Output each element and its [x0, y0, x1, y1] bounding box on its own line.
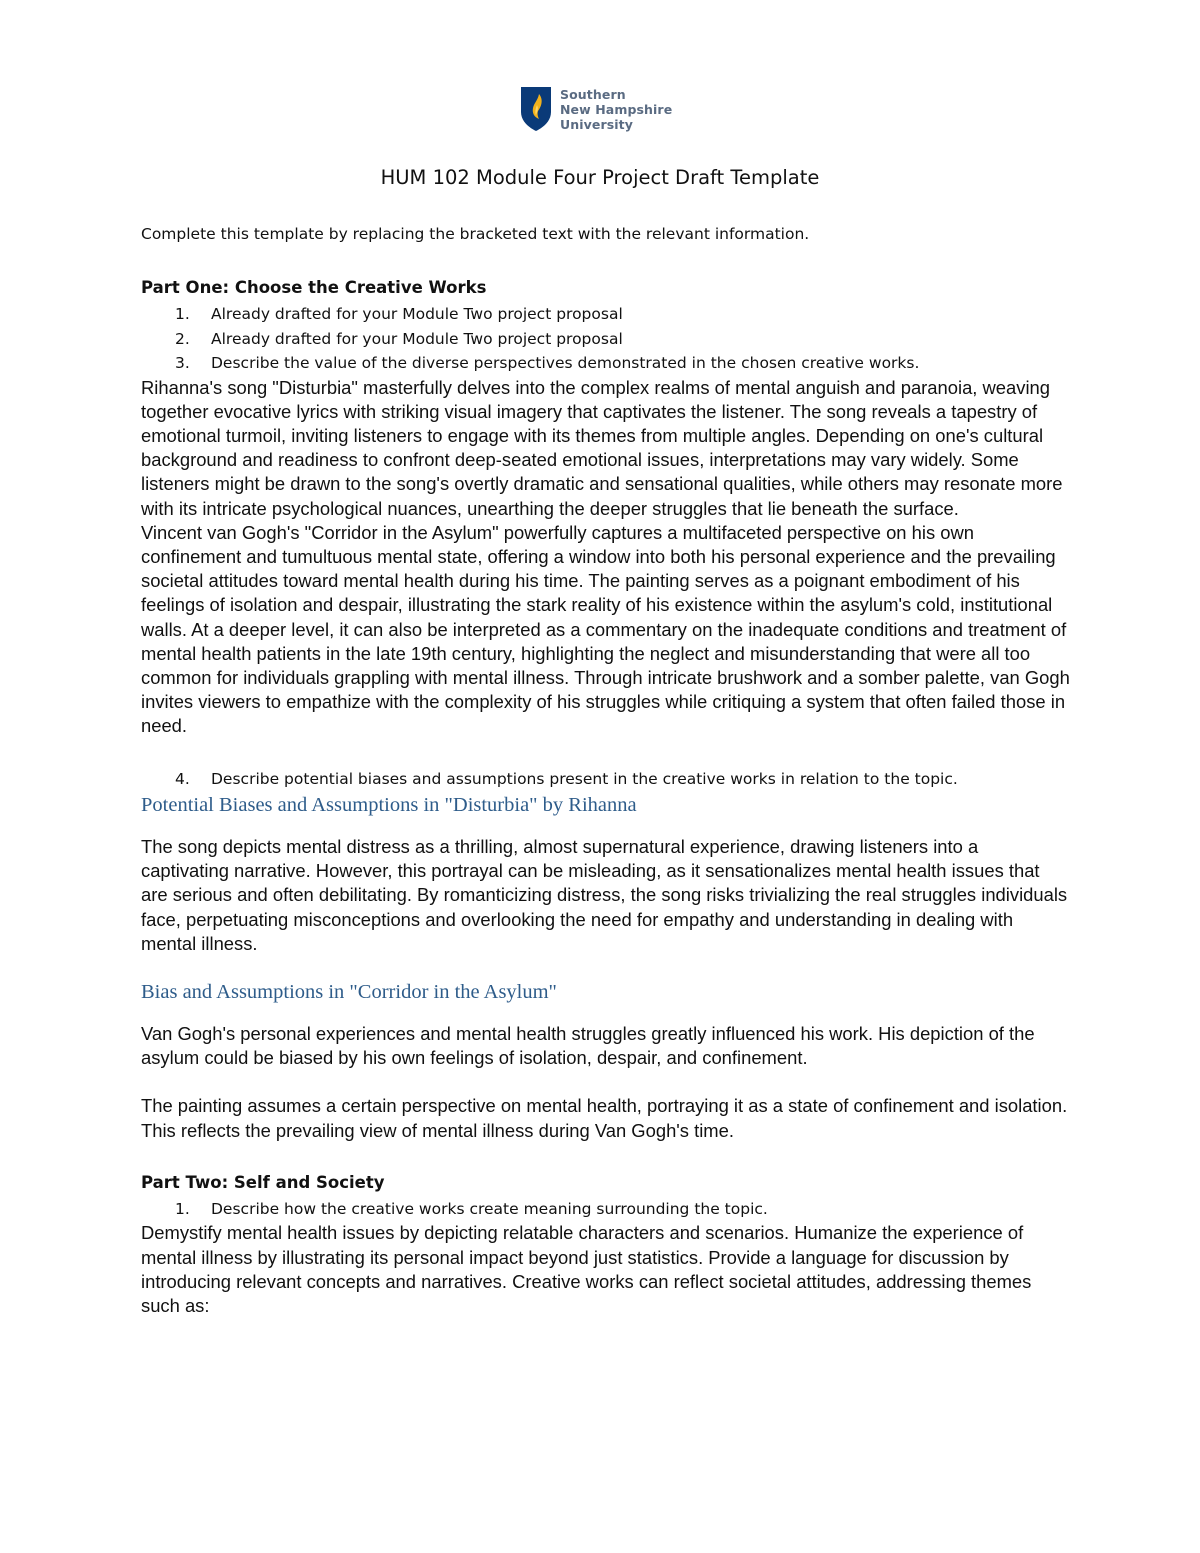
- list-item: [141, 1197, 1071, 1222]
- logo-line-3: University: [560, 116, 633, 132]
- list-item-number: 1.: [175, 305, 190, 323]
- subheading-disturbia-biases: Potential Biases and Assumptions in "Disturbia" by Rihanna: [141, 794, 637, 817]
- list-item: [141, 351, 1071, 376]
- list-item-number: 4.: [175, 769, 190, 788]
- part-two-heading: Part Two: Self and Society: [141, 1172, 385, 1192]
- subheading-corridor-biases: Bias and Assumptions in "Corridor in the Asylum": [141, 981, 557, 1004]
- list-item-text: Describe how the creative works create meaning surrounding the topic.: [211, 1199, 768, 1218]
- document-title: HUM 102 Module Four Project Draft Template: [380, 166, 820, 189]
- list-item-number: 2.: [175, 329, 190, 348]
- answer-paragraph-corridor: Vincent van Gogh's "Corridor in the Asylum" powerfully captures a multifaceted perspective on his own confinement and tumultuous mental state, offering a window into both his personal experience and the prevailing societal attitudes toward mental health during his time. The painting serves as a poignant embodiment of his feelings of isolation and despair, illustrating the stark reality of his existence within the asylum's cold, institutional walls. At a deeper level, it can also be interpreted as a commentary on the inadequate conditions and treatment of mental health patients in the late 19th century, highlighting the neglect and misunderstanding that were all too common for individuals grappling with mental illness. Through intricate brushwork and a somber palette, van Gogh invites viewers to empathize with the complexity of his struggles while critiquing a system that often failed those in need.: [141, 521, 1070, 737]
- part-one-heading: Part One: Choose the Creative Works: [141, 278, 487, 297]
- list-item-text: Already drafted for your Module Two project proposal: [211, 329, 623, 348]
- shield-icon: [520, 86, 552, 132]
- list-item: [141, 767, 1071, 792]
- paragraph-disturbia-biases: The song depicts mental distress as a thrilling, almost supernatural experience, drawing listeners into a captivating narrative. However, this portrayal can be misleading, as it sensationalizes mental health issues that are serious and often debilitating. By romanticizing distress, the song risks trivializing the real struggles individuals face, perpetuating misconceptions and overlooking the need for empathy and understanding in dealing with mental illness.: [141, 836, 1068, 954]
- list-item-text: Already drafted for your Module Two project proposal: [211, 305, 623, 323]
- university-logo: [520, 84, 672, 134]
- answer-paragraph-disturbia: Rihanna's song "Disturbia" masterfully delves into the complex realms of mental anguish and paranoia, weaving together evocative lyrics with striking visual imagery that captivates the listener. The song reveals a tapestry of emotional turmoil, inviting listeners to engage with its themes from multiple angles. Depending on one's cultural background and readiness to confront deep-seated emotional issues, interpretations may vary widely. Some listeners might be drawn to the song's overtly dramatic and sensational qualities, while others may resonate more with its intricate psychological nuances, unearthing the deeper struggles that lie beneath the surface.: [141, 376, 1063, 519]
- instruction-text: Complete this template by replacing the bracketed text with the relevant information.: [141, 225, 810, 243]
- list-item: [141, 302, 1071, 327]
- answer-paragraph-meaning: Demystify mental health issues by depicting relatable characters and scenarios. Humanize the experience of mental illness by illustrating its personal impact beyond just statistics. Provide a language for discussion by introducing relevant concepts and narratives. Creative works can reflect societal attitudes, addressing themes such as:: [141, 1222, 1032, 1316]
- document-body: [141, 222, 1071, 1318]
- logo-line-1: Southern: [560, 86, 626, 102]
- list-item: [141, 327, 1071, 352]
- logo-line-2: New Hampshire: [560, 101, 673, 117]
- paragraph-corridor-biases: Van Gogh's personal experiences and mental health struggles greatly influenced his work. His depiction of the asylum could be biased by his own feelings of isolation, despair, and confinement.: [141, 1023, 1035, 1069]
- logo-wordmark: [560, 87, 672, 132]
- list-item-number: 1.: [175, 1199, 190, 1218]
- list-item-number: 3.: [175, 354, 190, 372]
- list-item-text: Describe potential biases and assumptions present in the creative works in relation to the topic.: [211, 769, 958, 788]
- list-item-text: Describe the value of the diverse perspectives demonstrated in the chosen creative works.: [211, 354, 920, 372]
- paragraph-corridor-assumptions: The painting assumes a certain perspective on mental health, portraying it as a state of confinement and isolation. This reflects the prevailing view of mental illness during Van Gogh's time.: [141, 1095, 1068, 1141]
